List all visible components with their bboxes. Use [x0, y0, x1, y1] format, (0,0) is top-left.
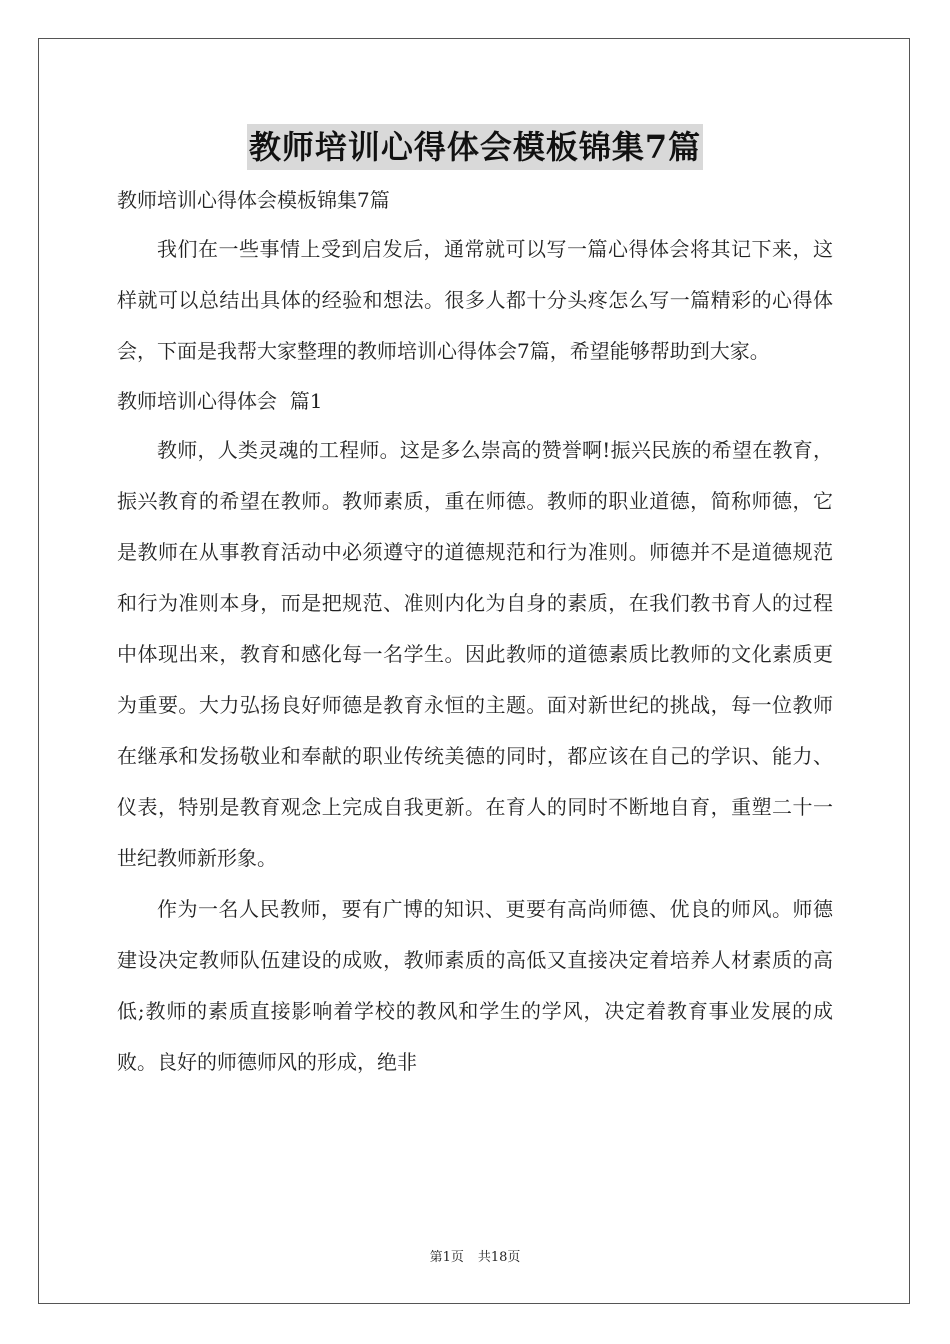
section-paragraph-2: 作为一名人民教师，要有广博的知识、更要有高尚师德、优良的师风。师德建设决定教师队伍建设的成败，教师素质的高低又直接决定着培养人材素质的高低;教师的素质直接影响着学校的教风和学生的学风，决定着教育事业发展的成败。良好的师德师风的形成，绝非	[117, 897, 833, 1074]
intro-paragraph: 我们在一些事情上受到启发后，通常就可以写一篇心得体会将其记下来，这样就可以总结出具体的经验和想法。很多人都十分头疼怎么写一篇精彩的心得体会，下面是我帮大家整理的教师培训心得体会7篇，希望能够帮助到大家。	[117, 237, 833, 363]
title-container	[0, 124, 950, 170]
page-number: 第1页	[429, 1250, 464, 1265]
section-heading: 教师培训心得体会 篇1	[117, 389, 323, 413]
page-total: 共18页	[477, 1250, 521, 1265]
document-title: 教师培训心得体会模板锦集7篇	[247, 124, 703, 170]
document-subtitle: 教师培训心得体会模板锦集7篇	[117, 188, 390, 212]
section-paragraph-1: 教师，人类灵魂的工程师。这是多么崇高的赞誉啊!振兴民族的希望在教育，振兴教育的希望在教师。教师素质，重在师德。教师的职业道德，简称师德，它是教师在从事教育活动中必须遵守的道德规范和行为准则。师德并不是道德规范和行为准则本身，而是把规范、准则内化为自身的素质，在我们教书育人的过程中体现出来，教育和感化每一名学生。因此教师的道德素质比教师的文化素质更为重要。大力弘扬良好师德是教育永恒的主题。面对新世纪的挑战，每一位教师在继承和发扬敬业和奉献的职业传统美德的同时，都应该在自己的学识、能力、仪表，特别是教育观念上完成自我更新。在育人的同时不断地自育，重塑二十一世纪教师新形象。	[117, 438, 833, 870]
document-body	[117, 176, 833, 1088]
page-footer	[0, 1250, 950, 1266]
